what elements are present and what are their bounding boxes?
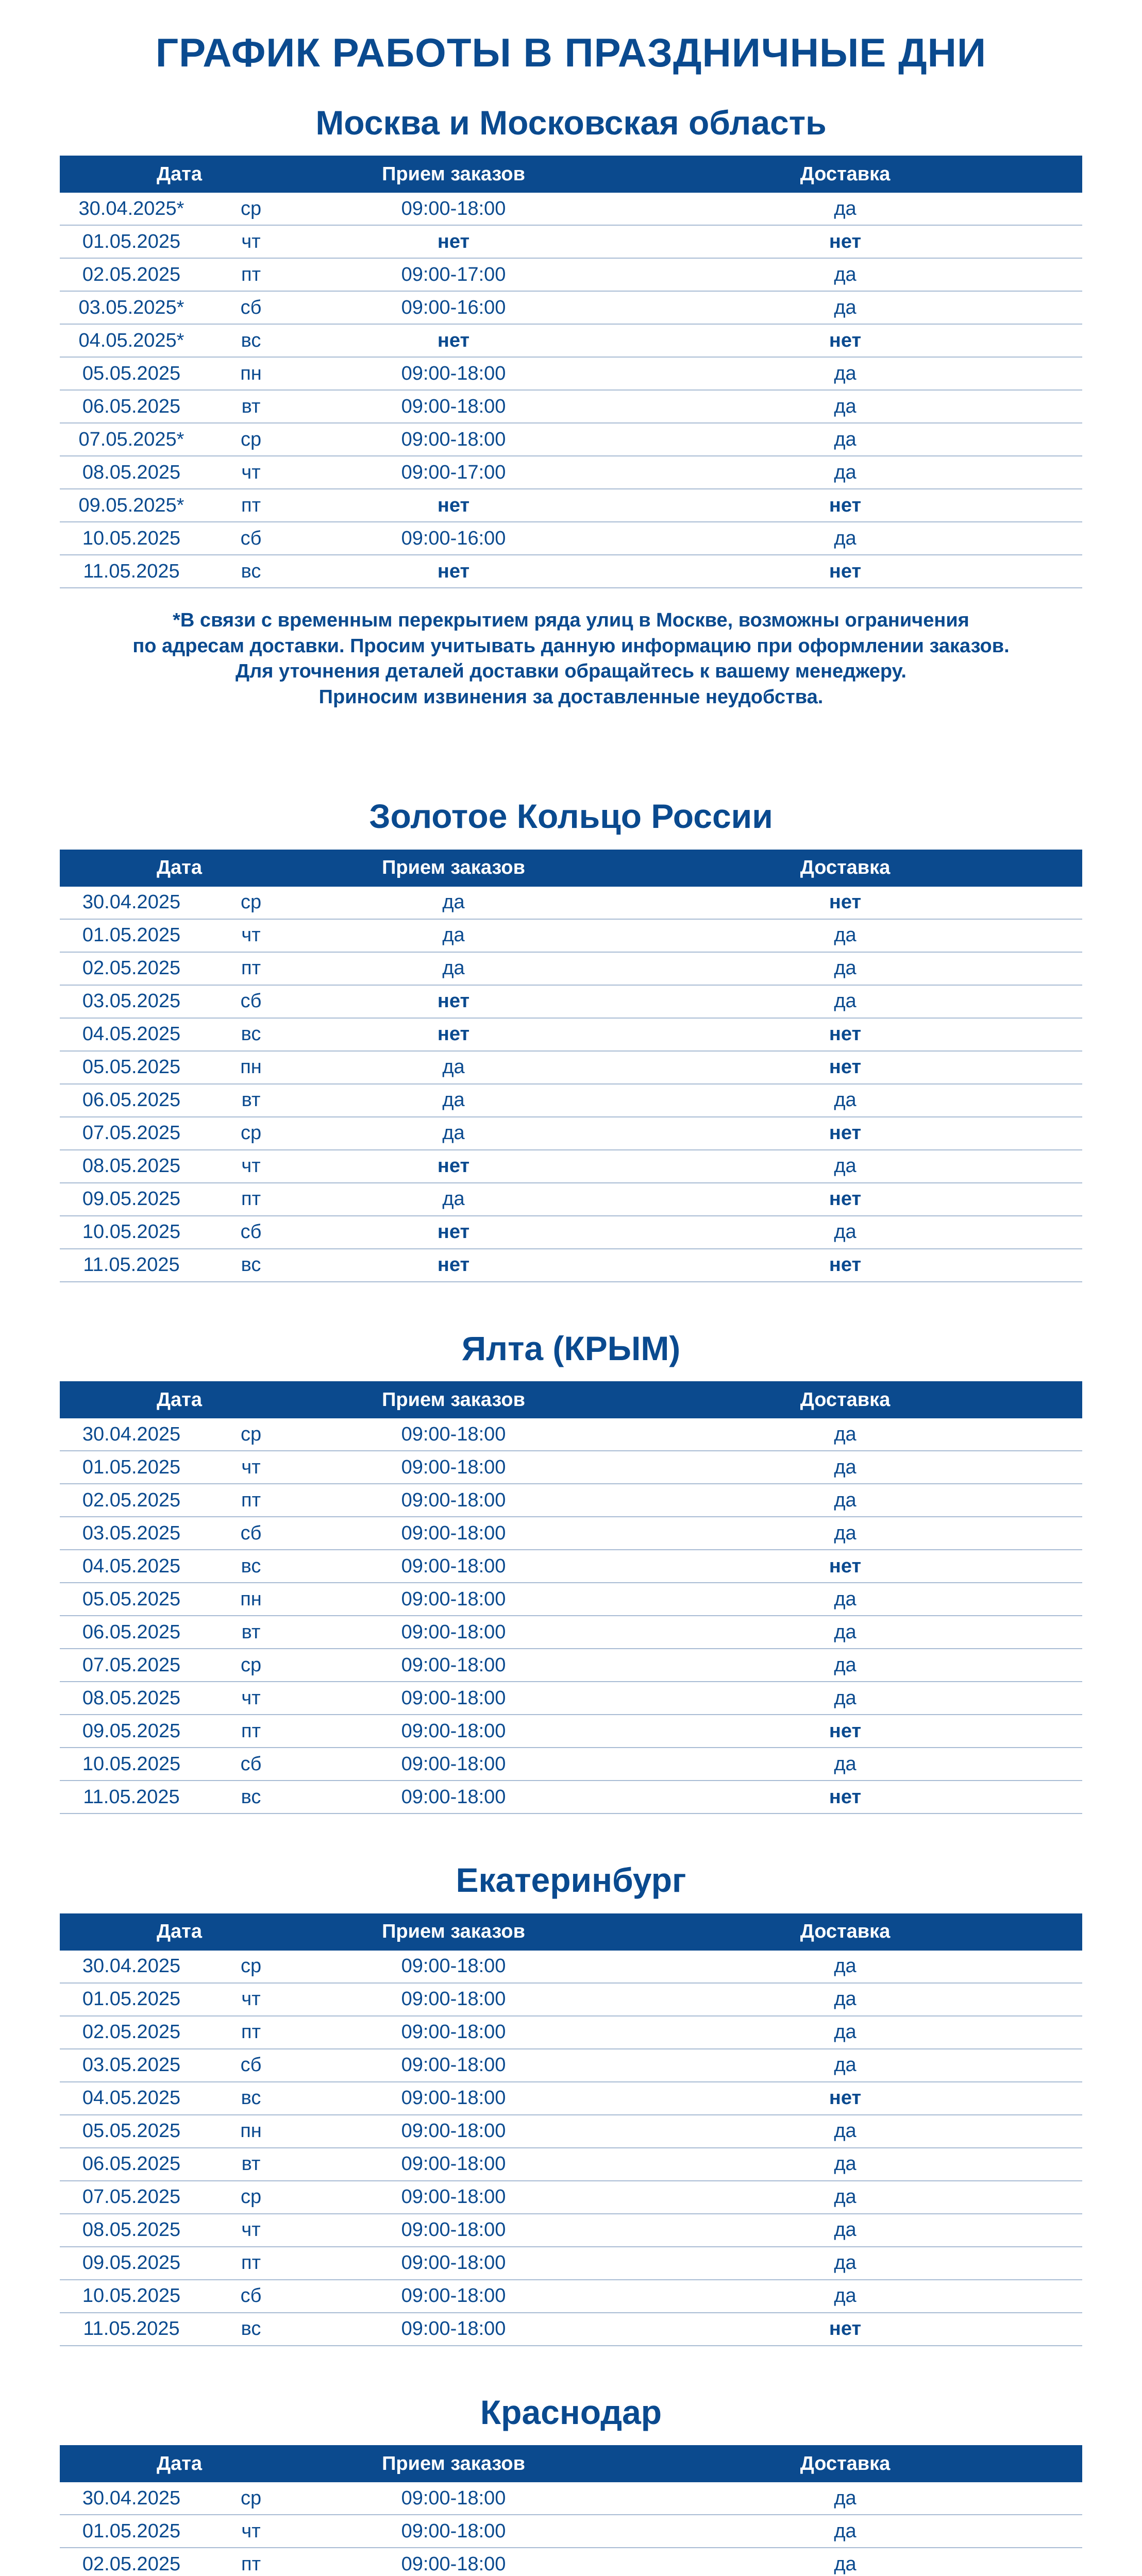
table-row [60,1018,1082,1051]
date-cell: 02.05.2025 [60,1484,203,1517]
delivery-cell: нет [608,1715,1082,1748]
delivery-cell: да [608,2515,1082,2548]
weekday-cell: сб [203,1748,299,1781]
delivery-cell: да [608,390,1082,423]
date-cell: 30.04.2025 [60,1418,203,1451]
date-cell: 09.05.2025 [60,1715,203,1748]
date-cell: 10.05.2025 [60,1216,203,1249]
weekday-cell: пт [203,2247,299,2280]
weekday-cell: вс [203,1018,299,1051]
weekday-cell: пт [203,258,299,291]
date-cell: 05.05.2025 [60,357,203,390]
date-cell: 05.05.2025 [60,1051,203,1084]
orders-cell: 09:00-18:00 [299,1418,608,1451]
table-row [60,193,1082,225]
sections-container [60,104,1082,2576]
date-cell: 10.05.2025 [60,1748,203,1781]
table-row [60,2313,1082,2346]
delivery-cell: да [608,952,1082,985]
date-cell: 03.05.2025 [60,985,203,1018]
date-cell: 05.05.2025 [60,2115,203,2148]
table-row [60,1418,1082,1451]
orders-cell: да [299,1117,608,1150]
delivery-cell: да [608,2049,1082,2082]
city-title: Екатеринбург [456,1861,686,1900]
orders-cell: да [299,1183,608,1216]
orders-cell: 09:00-18:00 [299,1983,608,2016]
table-row [60,489,1082,522]
header-date: Дата [60,156,299,193]
table-row [60,291,1082,324]
weekday-cell: чт [203,2214,299,2247]
orders-cell: нет [299,489,608,522]
orders-cell: нет [299,555,608,588]
table-row [60,2082,1082,2115]
orders-cell: 09:00-18:00 [299,2181,608,2214]
date-cell: 07.05.2025 [60,1117,203,1150]
weekday-cell: ср [203,2482,299,2515]
table-row [60,1517,1082,1550]
delivery-cell: нет [608,1018,1082,1051]
date-cell: 07.05.2025* [60,423,203,456]
date-cell: 06.05.2025 [60,2148,203,2181]
weekday-cell: вс [203,2313,299,2346]
date-cell: 11.05.2025 [60,555,203,588]
weekday-cell: чт [203,456,299,489]
orders-cell: нет [299,1249,608,1282]
orders-cell: 09:00-18:00 [299,1517,608,1550]
orders-cell: 09:00-18:00 [299,1583,608,1616]
table-row [60,258,1082,291]
date-cell: 30.04.2025 [60,2482,203,2515]
date-cell: 06.05.2025 [60,1616,203,1649]
date-cell: 08.05.2025 [60,1150,203,1183]
date-cell: 10.05.2025 [60,522,203,555]
orders-cell: 09:00-18:00 [299,1781,608,1814]
weekday-cell: ср [203,423,299,456]
header-orders: Прием заказов [299,1913,608,1951]
header-date: Дата [60,1913,299,1951]
delivery-cell: да [608,919,1082,952]
table-row [60,390,1082,423]
date-cell: 01.05.2025 [60,919,203,952]
weekday-cell: пн [203,2115,299,2148]
delivery-cell: нет [608,1117,1082,1150]
city-title: Золотое Кольцо России [369,796,773,835]
orders-cell: 09:00-18:00 [299,1715,608,1748]
note-line: Приносим извинения за доставленные неудобства. [318,686,824,708]
orders-cell: 09:00-18:00 [299,2247,608,2280]
orders-cell: 09:00-18:00 [299,1550,608,1583]
table-row [60,1715,1082,1748]
delivery-cell: да [608,1983,1082,2016]
weekday-cell: сб [203,1216,299,1249]
page-title: ГРАФИК РАБОТЫ В ПРАЗДНИЧНЫЕ ДНИ [155,30,987,75]
orders-cell: 09:00-18:00 [299,423,608,456]
date-cell: 11.05.2025 [60,2313,203,2346]
table-row [60,1117,1082,1150]
date-cell: 03.05.2025 [60,1517,203,1550]
table-row [60,1216,1082,1249]
weekday-cell: вт [203,390,299,423]
table-row [60,522,1082,555]
orders-cell: нет [299,985,608,1018]
delivery-cell: да [608,1649,1082,1682]
delivery-cell: да [608,2016,1082,2049]
weekday-cell: пт [203,1183,299,1216]
orders-cell: 09:00-17:00 [299,258,608,291]
delivery-cell: нет [608,1051,1082,1084]
city-title: Краснодар [480,2393,662,2431]
delivery-cell: да [608,985,1082,1018]
schedule-table [60,2445,1082,2576]
weekday-cell: ср [203,1951,299,1983]
date-cell: 11.05.2025 [60,1249,203,1282]
delivery-cell: да [608,1484,1082,1517]
date-cell: 02.05.2025 [60,952,203,985]
weekday-cell: сб [203,2049,299,2082]
orders-cell: 09:00-18:00 [299,193,608,225]
table-row [60,2049,1082,2082]
header-date: Дата [60,2445,299,2482]
orders-cell: нет [299,1018,608,1051]
delivery-note [60,608,1082,710]
weekday-cell: вс [203,1781,299,1814]
table-row [60,1781,1082,1814]
header-delivery: Доставка [608,156,1082,193]
header-orders: Прием заказов [299,156,608,193]
table-header-row [60,156,1082,193]
weekday-cell: ср [203,1418,299,1451]
delivery-cell: нет [608,489,1082,522]
city-section [60,104,1082,710]
delivery-cell: нет [608,555,1082,588]
city-title: Москва и Московская область [315,103,827,142]
delivery-cell: да [608,1517,1082,1550]
table-row [60,1616,1082,1649]
orders-cell: 09:00-18:00 [299,1951,608,1983]
delivery-cell: да [608,2247,1082,2280]
date-cell: 08.05.2025 [60,1682,203,1715]
orders-cell: 09:00-18:00 [299,2482,608,2515]
table-row [60,1649,1082,1682]
weekday-cell: сб [203,522,299,555]
orders-cell: 09:00-18:00 [299,2115,608,2148]
table-row [60,324,1082,357]
weekday-cell: вс [203,2082,299,2115]
delivery-cell: да [608,1951,1082,1983]
orders-cell: 09:00-16:00 [299,291,608,324]
table-header-row [60,1913,1082,1951]
delivery-cell: да [608,291,1082,324]
table-row [60,2548,1082,2576]
delivery-cell: да [608,2115,1082,2148]
note-line: по адресам доставки. Просим учитывать данную информацию при оформлении заказов. [132,635,1010,657]
orders-cell: 09:00-18:00 [299,1682,608,1715]
date-cell: 08.05.2025 [60,2214,203,2247]
schedule-table [60,156,1082,588]
weekday-cell: чт [203,2515,299,2548]
orders-cell: нет [299,1216,608,1249]
table-row [60,1051,1082,1084]
weekday-cell: пн [203,1583,299,1616]
date-cell: 02.05.2025 [60,2548,203,2576]
date-cell: 10.05.2025 [60,2280,203,2313]
delivery-cell: да [608,1418,1082,1451]
delivery-cell: да [608,423,1082,456]
delivery-cell: да [608,1451,1082,1484]
weekday-cell: ср [203,2181,299,2214]
table-row [60,1084,1082,1117]
delivery-cell: да [608,1682,1082,1715]
header-orders: Прием заказов [299,1381,608,1418]
note-line: Для уточнения деталей доставки обращайтесь к вашему менеджеру. [236,660,906,683]
delivery-cell: да [608,2280,1082,2313]
orders-cell: 09:00-17:00 [299,456,608,489]
weekday-cell: пт [203,489,299,522]
weekday-cell: вс [203,555,299,588]
table-row [60,456,1082,489]
date-cell: 07.05.2025 [60,2181,203,2214]
delivery-cell: да [608,1084,1082,1117]
table-row [60,2148,1082,2181]
schedule-table [60,1381,1082,1814]
weekday-cell: пн [203,1051,299,1084]
weekday-cell: чт [203,1150,299,1183]
weekday-cell: вс [203,1249,299,1282]
orders-cell: 09:00-18:00 [299,2280,608,2313]
table-row [60,2115,1082,2148]
delivery-cell: нет [608,2082,1082,2115]
table-row [60,357,1082,390]
delivery-cell: да [608,1748,1082,1781]
weekday-cell: чт [203,1983,299,2016]
orders-cell: 09:00-18:00 [299,1616,608,1649]
header-date: Дата [60,850,299,887]
date-cell: 01.05.2025 [60,225,203,258]
orders-cell: 09:00-18:00 [299,1484,608,1517]
orders-cell: 09:00-18:00 [299,2082,608,2115]
table-row [60,1484,1082,1517]
weekday-cell: ср [203,1649,299,1682]
date-cell: 11.05.2025 [60,1781,203,1814]
header-delivery: Доставка [608,1913,1082,1951]
weekday-cell: чт [203,1451,299,1484]
orders-cell: 09:00-16:00 [299,522,608,555]
weekday-cell: пт [203,1715,299,1748]
table-row [60,1183,1082,1216]
weekday-cell: чт [203,919,299,952]
table-header-row [60,1381,1082,1418]
weekday-cell: пт [203,2548,299,2576]
date-cell: 04.05.2025* [60,324,203,357]
weekday-cell: вт [203,1084,299,1117]
schedule-table [60,850,1082,1282]
weekday-cell: ср [203,887,299,919]
weekday-cell: пт [203,2016,299,2049]
date-cell: 09.05.2025* [60,489,203,522]
weekday-cell: сб [203,291,299,324]
header-orders: Прием заказов [299,2445,608,2482]
weekday-cell: сб [203,2280,299,2313]
table-row [60,1951,1082,1983]
city-title: Ялта (КРЫМ) [461,1329,681,1367]
city-section [60,1330,1082,1815]
orders-cell: нет [299,1150,608,1183]
delivery-cell: да [608,1583,1082,1616]
delivery-cell: да [608,456,1082,489]
city-section [60,1861,1082,2346]
weekday-cell: чт [203,225,299,258]
date-cell: 03.05.2025* [60,291,203,324]
table-row [60,555,1082,588]
table-row [60,1748,1082,1781]
weekday-cell: сб [203,1517,299,1550]
orders-cell: да [299,887,608,919]
delivery-cell: нет [608,887,1082,919]
city-section [60,2394,1082,2576]
delivery-cell: да [608,258,1082,291]
date-cell: 04.05.2025 [60,1018,203,1051]
orders-cell: 09:00-18:00 [299,2016,608,2049]
table-row [60,1150,1082,1183]
weekday-cell: пт [203,1484,299,1517]
city-section [60,798,1082,1282]
delivery-cell: да [608,2548,1082,2576]
orders-cell: да [299,952,608,985]
schedule-table [60,1913,1082,2346]
delivery-cell: да [608,2181,1082,2214]
date-cell: 05.05.2025 [60,1583,203,1616]
date-cell: 02.05.2025 [60,2016,203,2049]
date-cell: 01.05.2025 [60,2515,203,2548]
orders-cell: 09:00-18:00 [299,2214,608,2247]
orders-cell: да [299,919,608,952]
orders-cell: 09:00-18:00 [299,2515,608,2548]
orders-cell: да [299,1051,608,1084]
weekday-cell: вт [203,2148,299,2181]
delivery-cell: нет [608,2313,1082,2346]
date-cell: 01.05.2025 [60,1983,203,2016]
delivery-cell: да [608,1216,1082,1249]
weekday-cell: ср [203,193,299,225]
orders-cell: 09:00-18:00 [299,357,608,390]
orders-cell: 09:00-18:00 [299,2049,608,2082]
weekday-cell: вс [203,1550,299,1583]
delivery-cell: нет [608,1550,1082,1583]
date-cell: 07.05.2025 [60,1649,203,1682]
date-cell: 04.05.2025 [60,1550,203,1583]
delivery-cell: да [608,2214,1082,2247]
table-row [60,1983,1082,2016]
table-row [60,2016,1082,2049]
table-row [60,1451,1082,1484]
table-row [60,225,1082,258]
delivery-cell: да [608,193,1082,225]
table-row [60,2482,1082,2515]
orders-cell: 09:00-18:00 [299,1748,608,1781]
table-header-row [60,850,1082,887]
orders-cell: да [299,1084,608,1117]
date-cell: 09.05.2025 [60,2247,203,2280]
date-cell: 01.05.2025 [60,1451,203,1484]
table-row [60,1583,1082,1616]
orders-cell: нет [299,225,608,258]
table-row [60,2280,1082,2313]
delivery-cell: нет [608,324,1082,357]
weekday-cell: пт [203,952,299,985]
orders-cell: 09:00-18:00 [299,2148,608,2181]
table-row [60,887,1082,919]
weekday-cell: вт [203,1616,299,1649]
weekday-cell: ср [203,1117,299,1150]
header-delivery: Доставка [608,1381,1082,1418]
table-row [60,985,1082,1018]
orders-cell: 09:00-18:00 [299,1649,608,1682]
table-row [60,1682,1082,1715]
date-cell: 03.05.2025 [60,2049,203,2082]
table-row [60,2515,1082,2548]
weekday-cell: пн [203,357,299,390]
date-cell: 06.05.2025 [60,1084,203,1117]
weekday-cell: вс [203,324,299,357]
date-cell: 09.05.2025 [60,1183,203,1216]
date-cell: 02.05.2025 [60,258,203,291]
table-row [60,423,1082,456]
date-cell: 30.04.2025 [60,1951,203,1983]
weekday-cell: сб [203,985,299,1018]
delivery-cell: да [608,1616,1082,1649]
table-row [60,1249,1082,1282]
orders-cell: 09:00-18:00 [299,390,608,423]
weekday-cell: чт [203,1682,299,1715]
delivery-cell: нет [608,225,1082,258]
orders-cell: 09:00-18:00 [299,1451,608,1484]
delivery-cell: нет [608,1183,1082,1216]
header-delivery: Доставка [608,850,1082,887]
table-row [60,952,1082,985]
delivery-cell: нет [608,1781,1082,1814]
table-row [60,2181,1082,2214]
delivery-cell: да [608,522,1082,555]
table-row [60,919,1082,952]
note-line: *В связи с временным перекрытием ряда улиц в Москве, возможны ограничения [173,609,969,632]
delivery-cell: нет [608,1249,1082,1282]
header-orders: Прием заказов [299,850,608,887]
delivery-cell: да [608,1150,1082,1183]
table-header-row [60,2445,1082,2482]
date-cell: 30.04.2025* [60,193,203,225]
table-row [60,2214,1082,2247]
delivery-cell: да [608,2148,1082,2181]
orders-cell: 09:00-18:00 [299,2313,608,2346]
delivery-cell: да [608,2482,1082,2515]
delivery-cell: да [608,357,1082,390]
table-row [60,1550,1082,1583]
table-row [60,2247,1082,2280]
date-cell: 30.04.2025 [60,887,203,919]
header-delivery: Доставка [608,2445,1082,2482]
date-cell: 06.05.2025 [60,390,203,423]
date-cell: 08.05.2025 [60,456,203,489]
date-cell: 04.05.2025 [60,2082,203,2115]
orders-cell: 09:00-18:00 [299,2548,608,2576]
orders-cell: нет [299,324,608,357]
header-date: Дата [60,1381,299,1418]
